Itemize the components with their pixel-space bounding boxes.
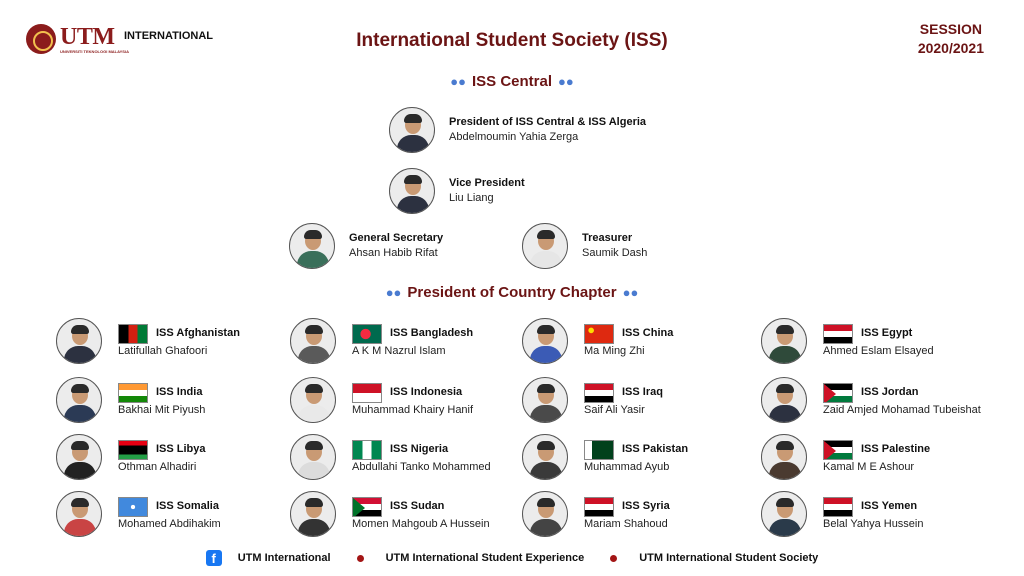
- chapter-country: ISS Bangladesh: [390, 327, 474, 339]
- session-label: SESSION: [919, 21, 983, 37]
- avatar: [56, 318, 102, 364]
- chapter-card: [761, 318, 934, 364]
- chapter-president-name: Mohamed Abdihakim: [118, 517, 221, 530]
- avatar: [289, 223, 335, 269]
- chapter-card: [522, 377, 663, 423]
- chapter-card: [290, 377, 473, 423]
- member-name: Liu Liang: [449, 192, 494, 204]
- yemen-flag-icon: [823, 497, 853, 517]
- chapter-card: [56, 434, 206, 480]
- chapter-country: ISS Afghanistan: [156, 327, 240, 339]
- indonesia-flag-icon: [352, 383, 382, 403]
- central-member-vice-president: [389, 168, 525, 214]
- people-icon: ●●: [558, 74, 574, 89]
- bullet-icon: [610, 555, 617, 562]
- afghanistan-flag-icon: [118, 324, 148, 344]
- chapter-country: ISS Libya: [156, 443, 206, 455]
- chapter-country: ISS Syria: [622, 500, 670, 512]
- china-flag-icon: [584, 324, 614, 344]
- chapter-country: ISS Indonesia: [390, 386, 463, 398]
- member-name: Abdelmoumin Yahia Zerga: [449, 131, 579, 143]
- chapter-card: [761, 434, 930, 480]
- footer-link-utm-international[interactable]: UTM International: [237, 552, 331, 564]
- logo-subtext: UNIVERSITI TEKNOLOGI MALAYSIA: [60, 48, 129, 54]
- pakistan-flag-icon: [584, 440, 614, 460]
- page-title: International Student Society (ISS): [356, 30, 668, 51]
- chapter-card: [761, 491, 924, 537]
- chapter-card: [56, 318, 240, 364]
- chapter-card: [522, 318, 673, 364]
- chapter-president-name: Kamal M E Ashour: [823, 460, 915, 473]
- chapter-country: ISS Sudan: [390, 500, 445, 512]
- avatar: [56, 377, 102, 423]
- chapter-president-name: Bakhai Mit Piyush: [118, 403, 206, 416]
- chapter-president-name: Latifullah Ghafoori: [118, 344, 208, 357]
- chapter-country: ISS Jordan: [861, 386, 919, 398]
- member-role: President of ISS Central & ISS Algeria: [449, 116, 647, 128]
- avatar: [56, 491, 102, 537]
- chapters-section-title: ●● President of Country Chapter ●●: [385, 284, 639, 301]
- footer-link-student-experience[interactable]: UTM International Student Experience: [385, 552, 585, 564]
- chapter-country: ISS Iraq: [622, 386, 663, 398]
- member-name: Ahsan Habib Rifat: [349, 247, 438, 259]
- chapter-country: ISS Pakistan: [622, 443, 689, 455]
- jordan-flag-icon: [823, 383, 853, 403]
- chapter-card: [522, 491, 670, 537]
- chapter-card: [290, 491, 490, 537]
- chapter-president-name: Ahmed Eslam Elsayed: [823, 344, 934, 357]
- chapter-card: [290, 434, 491, 480]
- syria-flag-icon: [584, 497, 614, 517]
- central-member-treasurer: [522, 223, 647, 269]
- chapter-president-name: Saif Ali Yasir: [584, 403, 645, 416]
- avatar: [761, 377, 807, 423]
- avatar: [290, 377, 336, 423]
- people-icon: ●●: [385, 285, 402, 300]
- egypt-flag-icon: [823, 324, 853, 344]
- avatar: [761, 491, 807, 537]
- central-member-secretary: [289, 223, 443, 269]
- somalia-flag-icon: [118, 497, 148, 517]
- chapter-country: ISS Egypt: [861, 327, 913, 339]
- facebook-icon[interactable]: f: [206, 550, 222, 566]
- chapter-card: [56, 377, 205, 423]
- libya-flag-icon: [118, 440, 148, 460]
- chapter-president-name: Momen Mahgoub A Hussein: [352, 517, 490, 530]
- chapter-president-name: Othman Alhadiri: [118, 460, 197, 473]
- chapter-president-name: A K M Nazrul Islam: [352, 344, 446, 357]
- central-section-title: ●● ISS Central ●●: [450, 73, 574, 90]
- session-value: 2020/2021: [917, 40, 984, 56]
- people-icon: ●●: [450, 74, 466, 89]
- chapter-president-name: Muhammad Khairy Hanif: [352, 403, 474, 416]
- avatar: [522, 434, 568, 480]
- sudan-flag-icon: [352, 497, 382, 517]
- avatar: [290, 318, 336, 364]
- avatar: [761, 318, 807, 364]
- avatar: [761, 434, 807, 480]
- chapter-president-name: Belal Yahya Hussein: [823, 517, 924, 530]
- central-member-president: [389, 107, 646, 153]
- member-name: Saumik Dash: [582, 247, 648, 259]
- chapter-card: [522, 434, 688, 480]
- session-info: [918, 20, 984, 58]
- logo-text: UTM: [60, 23, 115, 50]
- nigeria-flag-icon: [352, 440, 382, 460]
- avatar: [522, 491, 568, 537]
- chapter-president-name: Ma Ming Zhi: [584, 344, 645, 357]
- member-role: General Secretary: [349, 232, 444, 244]
- logo-label: INTERNATIONAL: [124, 30, 214, 42]
- chapter-card: [290, 318, 473, 364]
- avatar: [522, 318, 568, 364]
- avatar: [389, 168, 435, 214]
- avatar: [290, 434, 336, 480]
- bullet-icon: [357, 555, 364, 562]
- chapter-president-name: Zaid Amjed Mohamad Tubeishat: [823, 403, 981, 416]
- footer: [0, 550, 1024, 566]
- india-flag-icon: [118, 383, 148, 403]
- chapter-country: ISS Nigeria: [390, 443, 449, 455]
- chapter-president-name: Muhammad Ayub: [584, 460, 670, 473]
- iraq-flag-icon: [584, 383, 614, 403]
- chapter-card: [56, 491, 221, 537]
- chapter-card: [761, 377, 981, 423]
- people-icon: ●●: [622, 285, 639, 300]
- footer-link-student-society[interactable]: UTM International Student Society: [639, 552, 819, 564]
- chapter-country: ISS Palestine: [861, 443, 931, 455]
- avatar: [56, 434, 102, 480]
- chapter-president-name: Abdullahi Tanko Mohammed: [352, 460, 491, 473]
- chapter-country: ISS Somalia: [156, 500, 219, 512]
- avatar: [522, 377, 568, 423]
- avatar: [290, 491, 336, 537]
- member-role: Vice President: [449, 177, 525, 189]
- chapter-country: ISS India: [156, 386, 203, 398]
- avatar: [389, 107, 435, 153]
- chapter-country: ISS China: [622, 327, 674, 339]
- chapter-president-name: Mariam Shahoud: [584, 517, 668, 530]
- member-role: Treasurer: [582, 232, 633, 244]
- bangladesh-flag-icon: [352, 324, 382, 344]
- avatar: [522, 223, 568, 269]
- chapter-country: ISS Yemen: [861, 500, 918, 512]
- palestine-flag-icon: [823, 440, 853, 460]
